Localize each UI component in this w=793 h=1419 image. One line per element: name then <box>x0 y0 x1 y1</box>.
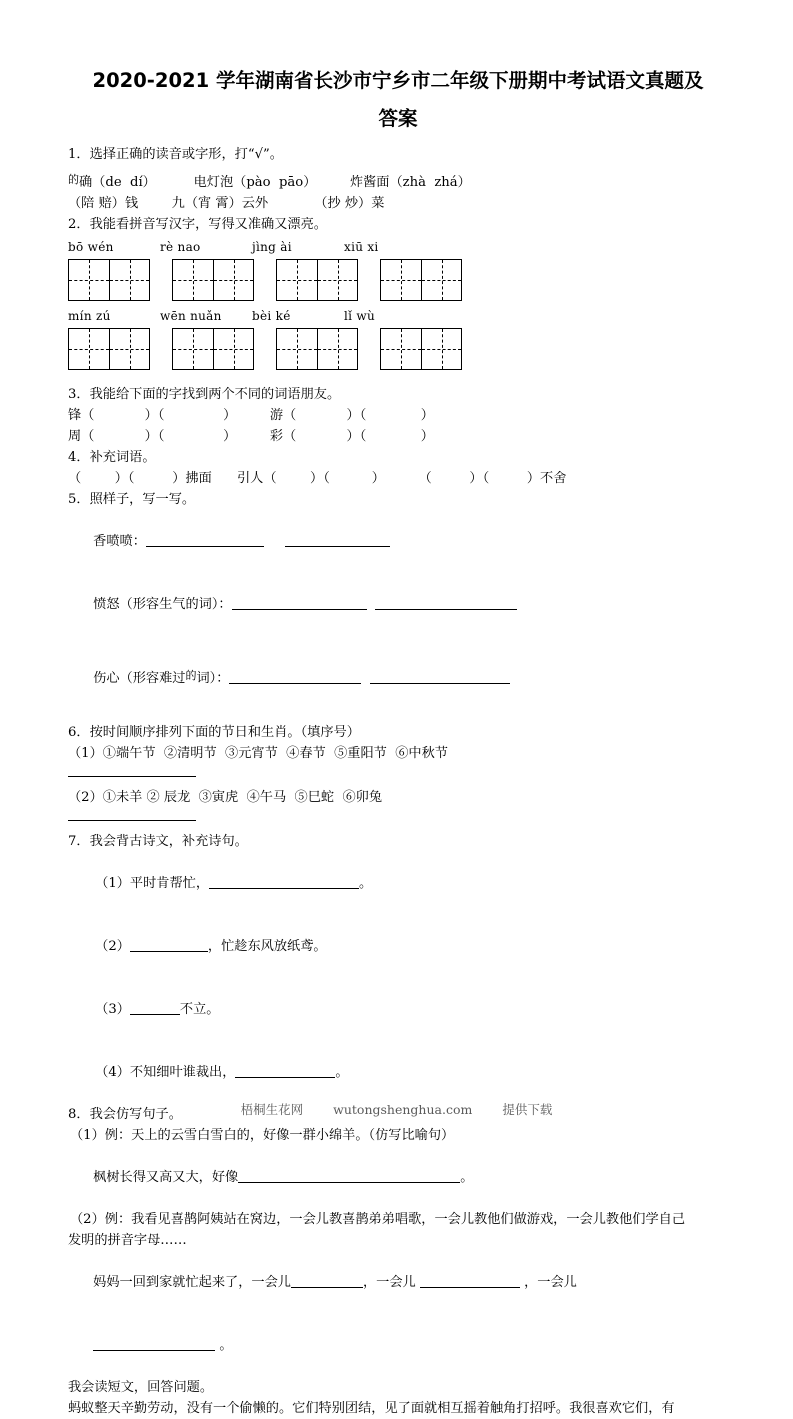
reading-passage: 蚂蚁整天辛勤劳动，没有一个偷懒的。它们特别团结，见了面就相互摇着触角打招呼。我很喜欢它们，有 <box>68 1401 675 1416</box>
spacer <box>68 636 728 644</box>
question-7-item-3 <box>68 978 728 1041</box>
pinyin-word: jìng ài <box>252 240 292 254</box>
answer-blank[interactable] <box>146 533 264 547</box>
tianzige-cell[interactable] <box>381 329 421 369</box>
question-8-item-2-answer-cont <box>68 1314 728 1377</box>
question-8-item-1-answer-post: 。 <box>460 1170 474 1185</box>
tianzige-group[interactable] <box>380 328 462 370</box>
question-5-row-3-label-post: 词）： <box>196 671 230 686</box>
answer-blank[interactable] <box>209 875 359 889</box>
question-1-line-2: （陪 赔）钱 九（宵 霄）云外 （抄 炒）菜 <box>68 196 385 211</box>
question-5-row-1 <box>68 510 728 573</box>
question-8-item-2-answer-mid-2: ，一会儿 <box>519 1275 577 1290</box>
tianzige-cell[interactable] <box>317 260 357 300</box>
tianzige-cell[interactable] <box>69 329 109 369</box>
tianzige-cell[interactable] <box>213 260 253 300</box>
question-5-row-1-label: 香喷喷： <box>93 534 146 549</box>
answer-blank[interactable] <box>232 596 367 610</box>
question-3-line-1[interactable]: 锋（ ）（ ） 游（ ）（ ） <box>68 408 434 423</box>
answer-blank[interactable] <box>235 1064 335 1078</box>
pinyin-word: xiū xi <box>344 240 379 254</box>
question-2-pinyin-row-1 <box>68 238 728 257</box>
answer-blank[interactable] <box>93 1337 215 1351</box>
raised-char-de: 的 <box>185 669 197 682</box>
question-7-item-4 <box>68 1041 728 1104</box>
question-8-item-2-example-line-2: 发明的拼音字母…… <box>68 1233 187 1248</box>
tianzige-cell[interactable] <box>109 260 149 300</box>
pinyin-word: bèi ké <box>252 309 291 323</box>
answer-blank[interactable] <box>370 670 510 684</box>
question-8-item-2-example-line-1: （2）例：我看见喜鹊阿姨站在窝边，一会儿教喜鹊弟弟唱歌，一会儿教他们做游戏，一会儿教他们学自己 <box>70 1212 686 1227</box>
tianzige-group[interactable] <box>172 259 254 301</box>
question-4-stem: 4．补充词语。 <box>68 450 156 465</box>
answer-blank[interactable] <box>68 819 196 821</box>
tianzige-cell[interactable] <box>277 329 317 369</box>
spacer <box>68 376 728 384</box>
pinyin-word: mín zú <box>68 309 111 323</box>
question-7-item-4-post: 。 <box>335 1065 349 1080</box>
question-3-stem: 3．我能给下面的字找到两个不同的词语朋友。 <box>68 387 341 402</box>
question-8-item-2-answer-pre: 妈妈一回到家就忙起来了，一会儿 <box>93 1275 291 1290</box>
answer-blank[interactable] <box>229 670 361 684</box>
question-5-row-3-label-pre: 伤心（形容难过 <box>93 671 186 686</box>
question-7-item-2 <box>68 915 728 978</box>
tianzige-cell[interactable] <box>277 260 317 300</box>
question-7-item-2-pre: （2） <box>95 939 130 954</box>
raised-char-de: 的 <box>68 173 79 186</box>
question-6-answer-1 <box>68 765 728 785</box>
footer-action: 提供下载 <box>502 1102 553 1117</box>
tianzige-cell[interactable] <box>173 260 213 300</box>
question-8-item-2-answer-end: 。 <box>219 1338 233 1353</box>
question-7-item-2-post: ，忙趁东风放纸鸢。 <box>207 939 327 954</box>
answer-blank[interactable] <box>130 1001 180 1015</box>
question-7-item-3-post: 不立。 <box>179 1002 220 1017</box>
tianzige-cell[interactable] <box>381 260 421 300</box>
question-2-stem: 2．我能看拼音写汉字，写得又准确又漂亮。 <box>68 217 327 232</box>
pinyin-word: wēn nuǎn <box>160 309 222 323</box>
question-5-row-2-label: 愤怒（形容生气的词）： <box>93 597 232 612</box>
tianzige-group[interactable] <box>68 259 150 301</box>
tianzige-cell[interactable] <box>317 329 357 369</box>
tianzige-group[interactable] <box>276 259 358 301</box>
tianzige-cell[interactable] <box>69 260 109 300</box>
document-content <box>68 62 728 1419</box>
tianzige-cell[interactable] <box>173 329 213 369</box>
reading-prompt: 我会读短文，回答问题。 <box>68 1380 214 1395</box>
tianzige-cell[interactable] <box>421 329 461 369</box>
page-title <box>68 62 728 138</box>
question-5-stem: 5．照样子，写一写。 <box>68 492 196 507</box>
question-8-item-2-answer <box>68 1251 728 1314</box>
question-6-stem: 6．按时间顺序排列下面的节日和生肖。（填序号） <box>68 725 360 740</box>
question-2-grid-row-1 <box>68 259 728 301</box>
title-line-2: 答案 <box>378 107 418 130</box>
question-3-line-2[interactable]: 周（ ）（ ） 彩（ ）（ ） <box>68 429 434 444</box>
tianzige-group[interactable] <box>172 328 254 370</box>
pinyin-word: bō wén <box>68 240 114 254</box>
question-7-item-1-post: 。 <box>359 876 373 891</box>
question-1-stem: 1．选择正确的读音或字形，打“√”。 <box>68 147 283 162</box>
answer-blank[interactable] <box>291 1274 363 1288</box>
question-1-line-1 <box>68 169 728 193</box>
question-7-stem: 7．我会背古诗文，补充诗句。 <box>68 834 248 849</box>
question-1-line-1-text: 确（de dí） 电灯泡（pào pāo） 炸酱面（zhà zhá） <box>79 175 471 190</box>
answer-blank[interactable] <box>420 1274 520 1288</box>
pinyin-word: lǐ wù <box>344 309 375 323</box>
question-2-grid-row-2 <box>68 328 728 370</box>
question-7-item-1 <box>68 852 728 915</box>
answer-blank[interactable] <box>238 1169 460 1183</box>
pinyin-word: rè nao <box>160 240 201 254</box>
tianzige-cell[interactable] <box>421 260 461 300</box>
answer-blank[interactable] <box>375 596 517 610</box>
footer-site-name: 梧桐生花网 <box>240 1102 304 1117</box>
question-5-row-2 <box>68 573 728 636</box>
question-8-item-2-answer-mid-1: ，一会儿 <box>362 1275 420 1290</box>
question-6-answer-2 <box>68 809 728 829</box>
footer <box>0 1100 793 1118</box>
question-4-line-1[interactable]: （ ）（ ）拂面 引人（ ）（ ） （ ）（ ）不舍 <box>68 471 567 486</box>
tianzige-group[interactable] <box>276 328 358 370</box>
question-8-stem: 8．我会仿写句子。 <box>68 1107 182 1122</box>
answer-blank[interactable] <box>68 775 196 777</box>
question-2-pinyin-row-2 <box>68 307 728 326</box>
question-8-item-1-answer <box>68 1146 728 1209</box>
title-line-1: 2020-2021 学年湖南省长沙市宁乡市二年级下册期中考试语文真题及 <box>92 69 704 92</box>
question-5-row-3 <box>68 644 728 710</box>
answer-blank[interactable] <box>285 533 390 547</box>
spacer <box>68 710 728 722</box>
question-7-item-1-pre: （1）平时肯帮忙， <box>95 876 210 891</box>
question-7-item-3-pre: （3） <box>95 1002 130 1017</box>
tianzige-cell[interactable] <box>109 329 149 369</box>
question-8-item-1-answer-pre: 枫树长得又高又大，好像 <box>93 1170 239 1185</box>
tianzige-cell[interactable] <box>213 329 253 369</box>
question-6-line-2: （2）①未羊 ② 辰龙 ③寅虎 ④午马 ⑤巳蛇 ⑥卯兔 <box>68 790 383 805</box>
answer-blank[interactable] <box>130 938 208 952</box>
question-8-item-1-example: （1）例：天上的云雪白雪白的，好像一群小绵羊。（仿写比喻句） <box>70 1128 455 1143</box>
tianzige-group[interactable] <box>68 328 150 370</box>
footer-site-url: wutongshenghua.com <box>333 1102 473 1117</box>
tianzige-group[interactable] <box>380 259 462 301</box>
question-7-item-4-pre: （4）不知细叶谁裁出， <box>95 1065 236 1080</box>
question-6-line-1: （1）①端午节 ②清明节 ③元宵节 ④春节 ⑤重阳节 ⑥中秋节 <box>68 746 448 761</box>
